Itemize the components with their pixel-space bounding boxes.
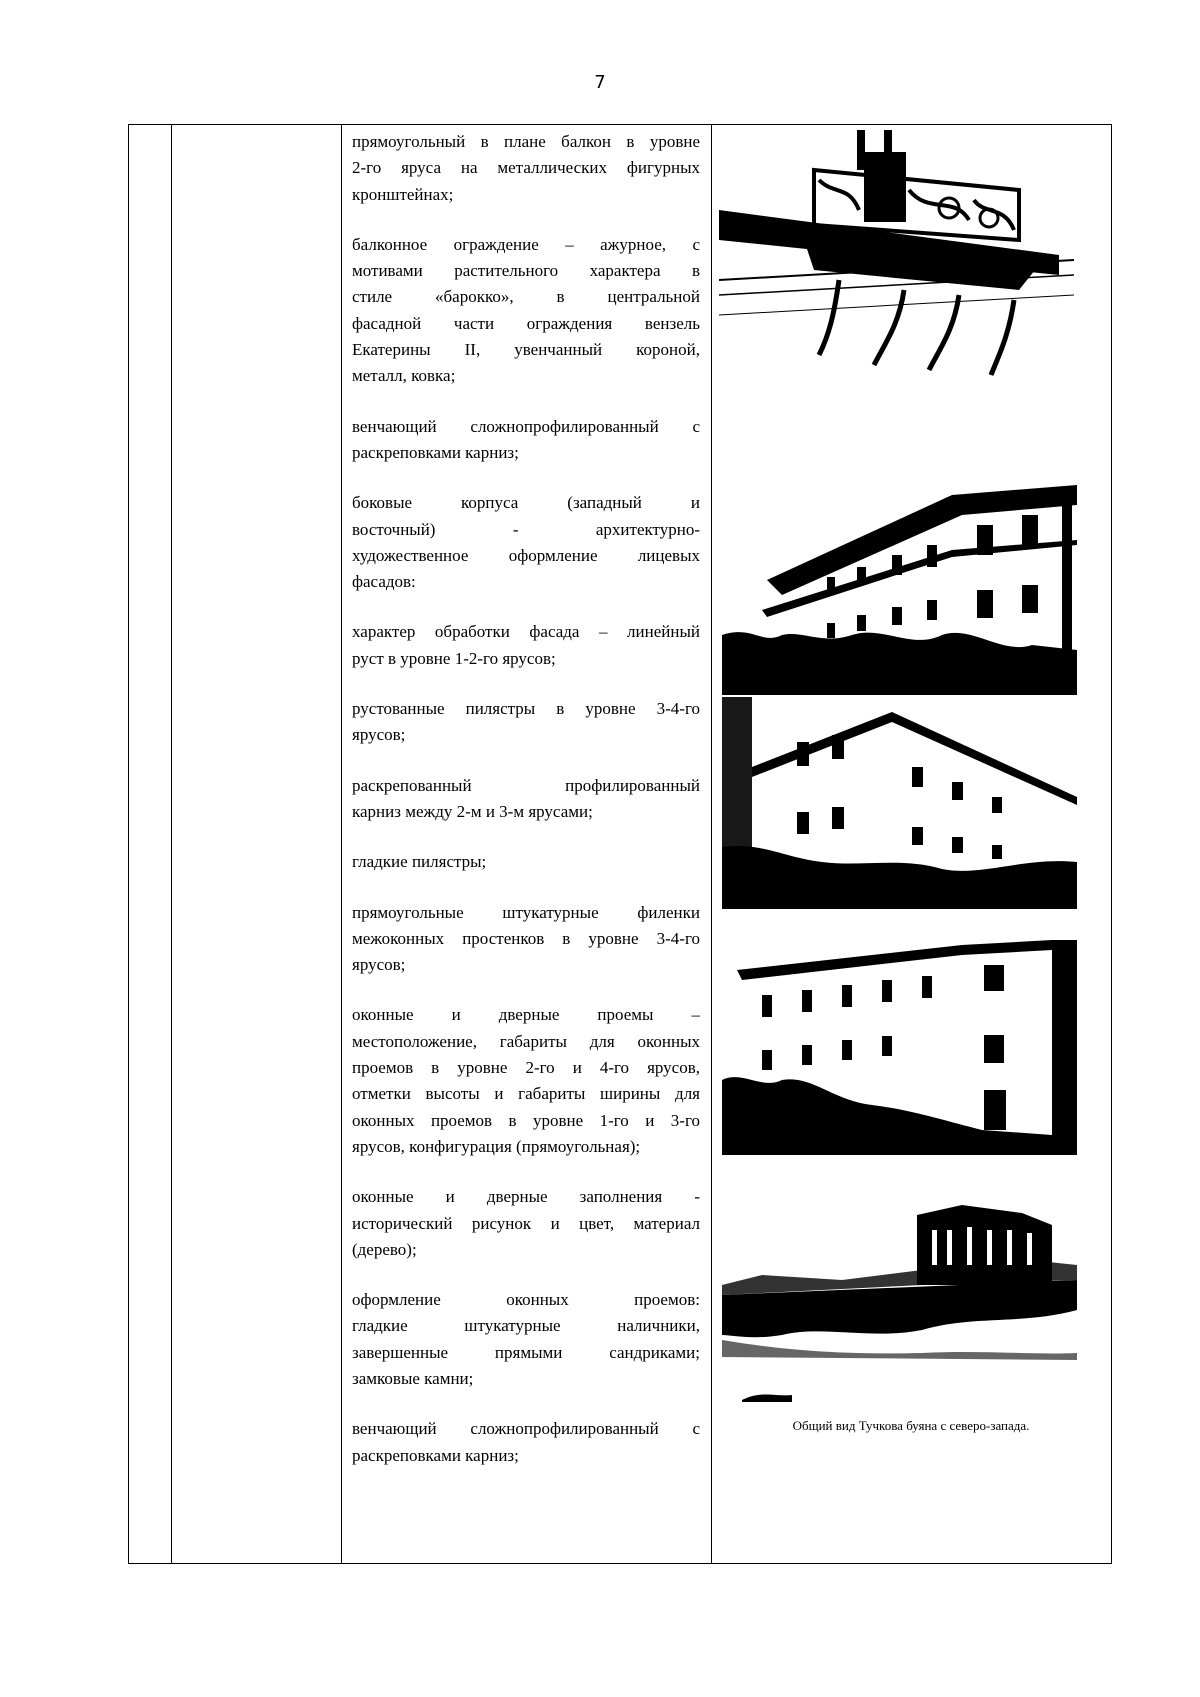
paragraph-line: боковые корпуса (западный и <box>352 493 700 513</box>
paragraph-line: карниз между 2-м и 3-м ярусами; <box>352 801 593 821</box>
paragraph-line: фасадов: <box>352 572 416 592</box>
general-view-photo <box>722 1185 1077 1410</box>
paragraph-line: стиле «барокко», в центральной <box>352 287 700 307</box>
description-list <box>352 129 700 1469</box>
paragraph-line: художественное оформление лицевых <box>352 545 700 565</box>
paragraph-line: ярусов; <box>352 955 406 975</box>
paragraph-line: (дерево); <box>352 1239 417 1259</box>
paragraph-line: характер обработки фасада – линейный <box>352 622 700 642</box>
description-paragraph <box>352 232 700 390</box>
description-paragraph <box>352 1416 700 1469</box>
paragraph-line: замковые камни; <box>352 1368 474 1388</box>
description-paragraph <box>352 900 700 979</box>
paragraph-line: 2-го яруса на металлических фигурных <box>352 158 700 178</box>
building-photo-1 <box>722 485 1077 695</box>
description-paragraph <box>352 1287 700 1392</box>
building-photo-3 <box>722 940 1077 1155</box>
paragraph-line: венчающий сложнопрофилированный с <box>352 416 700 436</box>
paragraph-line: ярусов, конфигурация (прямоугольная); <box>352 1136 641 1156</box>
paragraph-line: проемов в уровне 2-го и 4-го ярусов, <box>352 1058 700 1078</box>
paragraph-line: металл, ковка; <box>352 366 456 386</box>
description-paragraph <box>352 414 700 467</box>
paragraph-line: отметки высоты и габариты ширины для <box>352 1084 700 1104</box>
monument-table <box>128 124 1112 1564</box>
paragraph-line: венчающий сложнопрофилированный с <box>352 1419 700 1439</box>
description-paragraph <box>352 490 700 595</box>
description-cell <box>342 125 712 1564</box>
page-number: 7 <box>594 72 606 93</box>
paragraph-line: фасадной части ограждения вензель <box>352 313 700 333</box>
paragraph-line: гладкие штукатурные наличники, <box>352 1316 700 1336</box>
paragraph-line: оконных проемов в уровне 1-го и 3-го <box>352 1110 700 1130</box>
description-paragraph <box>352 1002 700 1160</box>
description-paragraph <box>352 696 700 749</box>
paragraph-line: мотивами растительного характера в <box>352 261 700 281</box>
paragraph-line: оформление оконных проемов: <box>352 1290 700 1310</box>
photo-caption: Общий вид Тучкова буяна с северо-запада. <box>792 1418 1030 1433</box>
paragraph-line: прямоугольный в плане балкон в уровне <box>352 132 700 151</box>
number-cell <box>129 125 172 1564</box>
paragraph-line: оконные и дверные заполнения - <box>352 1187 700 1207</box>
table-row <box>129 125 1112 1564</box>
description-paragraph <box>352 1184 700 1263</box>
paragraph-line: гладкие пилястры; <box>352 852 487 872</box>
paragraph-line: раскреповками карниз; <box>352 1445 519 1465</box>
paragraph-line: прямоугольные штукатурные филенки <box>352 902 700 922</box>
description-paragraph <box>352 849 700 875</box>
description-paragraph <box>352 129 700 208</box>
paragraph-line: ярусов; <box>352 725 406 745</box>
paragraph-line: межоконных простенков в уровне 3-4-го <box>352 928 700 948</box>
paragraph-line: исторический рисунок и цвет, материал <box>352 1213 700 1233</box>
photo-cell <box>712 125 1112 1564</box>
paragraph-line: завершенные прямыми сандриками; <box>352 1342 700 1362</box>
description-paragraph <box>352 773 700 826</box>
paragraph-line: оконные и дверные проемы – <box>352 1005 700 1025</box>
paragraph-line: раскрепованный профилированный <box>352 775 700 795</box>
paragraph-line: руст в уровне 1-2-го ярусов; <box>352 648 556 668</box>
paragraph-line: раскреповками карниз; <box>352 442 519 462</box>
paragraph-line: балконное ограждение – ажурное, с <box>352 234 700 254</box>
paragraph-line: местоположение, габариты для оконных <box>352 1031 700 1051</box>
paragraph-line: восточный) - архитектурно- <box>352 519 700 539</box>
description-paragraph <box>352 619 700 672</box>
balcony-photo <box>719 130 1074 380</box>
name-cell <box>172 125 342 1564</box>
building-photo-2 <box>722 697 1077 909</box>
paragraph-line: кронштейнах; <box>352 184 454 204</box>
paragraph-line: Екатерины II, увенчанный короной, <box>352 340 700 360</box>
paragraph-line: рустованные пилястры в уровне 3-4-го <box>352 699 700 719</box>
